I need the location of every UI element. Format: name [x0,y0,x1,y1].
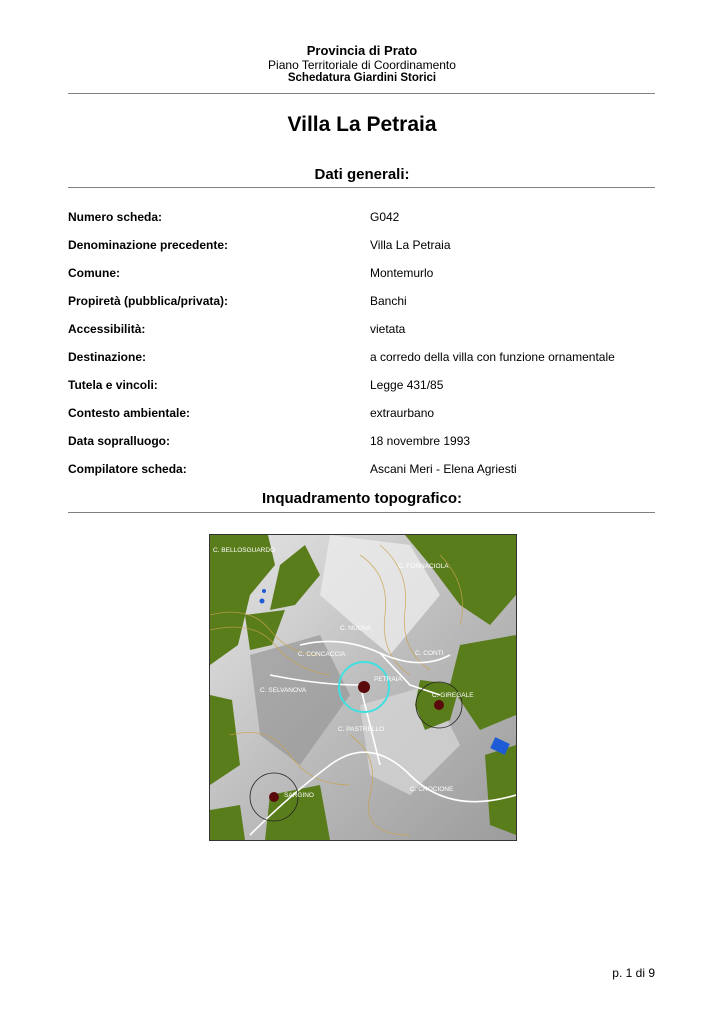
label-petraia: PETRAIA [374,676,402,683]
label-sargino: SARGINO [284,792,314,799]
page-number: p. 1 di 9 [612,966,655,980]
label-fornaciola: C. FORNACIOLA [398,563,449,570]
province-name: Provincia di Prato [306,43,418,58]
field-value-numero: G042 [370,210,400,224]
label-crocione: C. CROCIONE [410,786,454,793]
field-value-contesto: extraurbano [370,406,435,420]
field-label-proprieta: Propiretà (pubblica/privata): [68,294,229,308]
label-pastrello: C. PASTRELLO [338,726,385,733]
label-concaccia: C. CONCACCIA [298,651,346,658]
field-label-contesto: Contesto ambientale: [68,406,191,420]
field-label-numero: Numero scheda: [68,210,163,224]
field-value-proprieta: Banchi [370,294,407,308]
label-giregale: C. GIREGALE [432,692,474,699]
field-value-comune: Montemurlo [370,266,434,280]
water-point [260,599,265,604]
label-selvanova: C. SELVANOVA [260,687,307,694]
field-value-compilatore: Ascani Meri - Elena Agriesti [370,462,517,476]
field-value-data: 18 novembre 1993 [370,434,471,448]
section-topographic-divider [68,512,655,513]
field-label-compilatore: Compilatore scheda: [68,462,187,476]
villa-marker-sargino [269,792,279,802]
label-conti: C. CONTI [415,650,444,657]
field-value-denominazione: Villa La Petraia [370,238,451,252]
section-topographic-title: Inquadramento topografico: [262,490,462,507]
header-divider [68,93,655,94]
field-label-destinazione: Destinazione: [68,350,147,364]
catalog-name: Schedatura Giardini Storici [287,72,437,84]
field-value-destinazione: a corredo della villa con funzione ornamentale [370,350,615,364]
field-label-denominazione: Denominazione precedente: [68,238,229,252]
field-value-tutela: Legge 431/85 [370,378,444,392]
label-bellosguardo: C. BELLOSGUARDO [213,547,276,554]
label-nuova: C. NUOVA [340,625,371,632]
map-drawing [210,535,516,840]
field-label-accessibilita: Accessibilità: [68,322,146,336]
villa-marker-giregale [434,700,444,710]
field-label-tutela: Tutela e vincoli: [68,378,158,392]
villa-marker-petraia [358,681,370,693]
water-point [262,589,266,593]
section-general-divider [68,187,655,188]
field-value-accessibilita: vietata [370,322,406,336]
plan-name: Piano Territoriale di Coordinamento [268,58,456,72]
page-title: Villa La Petraia [287,113,437,136]
section-general-title: Dati generali: [314,166,410,183]
field-label-data: Data sopralluogo: [68,434,171,448]
field-label-comune: Comune: [68,266,120,280]
topographic-map [209,534,517,841]
